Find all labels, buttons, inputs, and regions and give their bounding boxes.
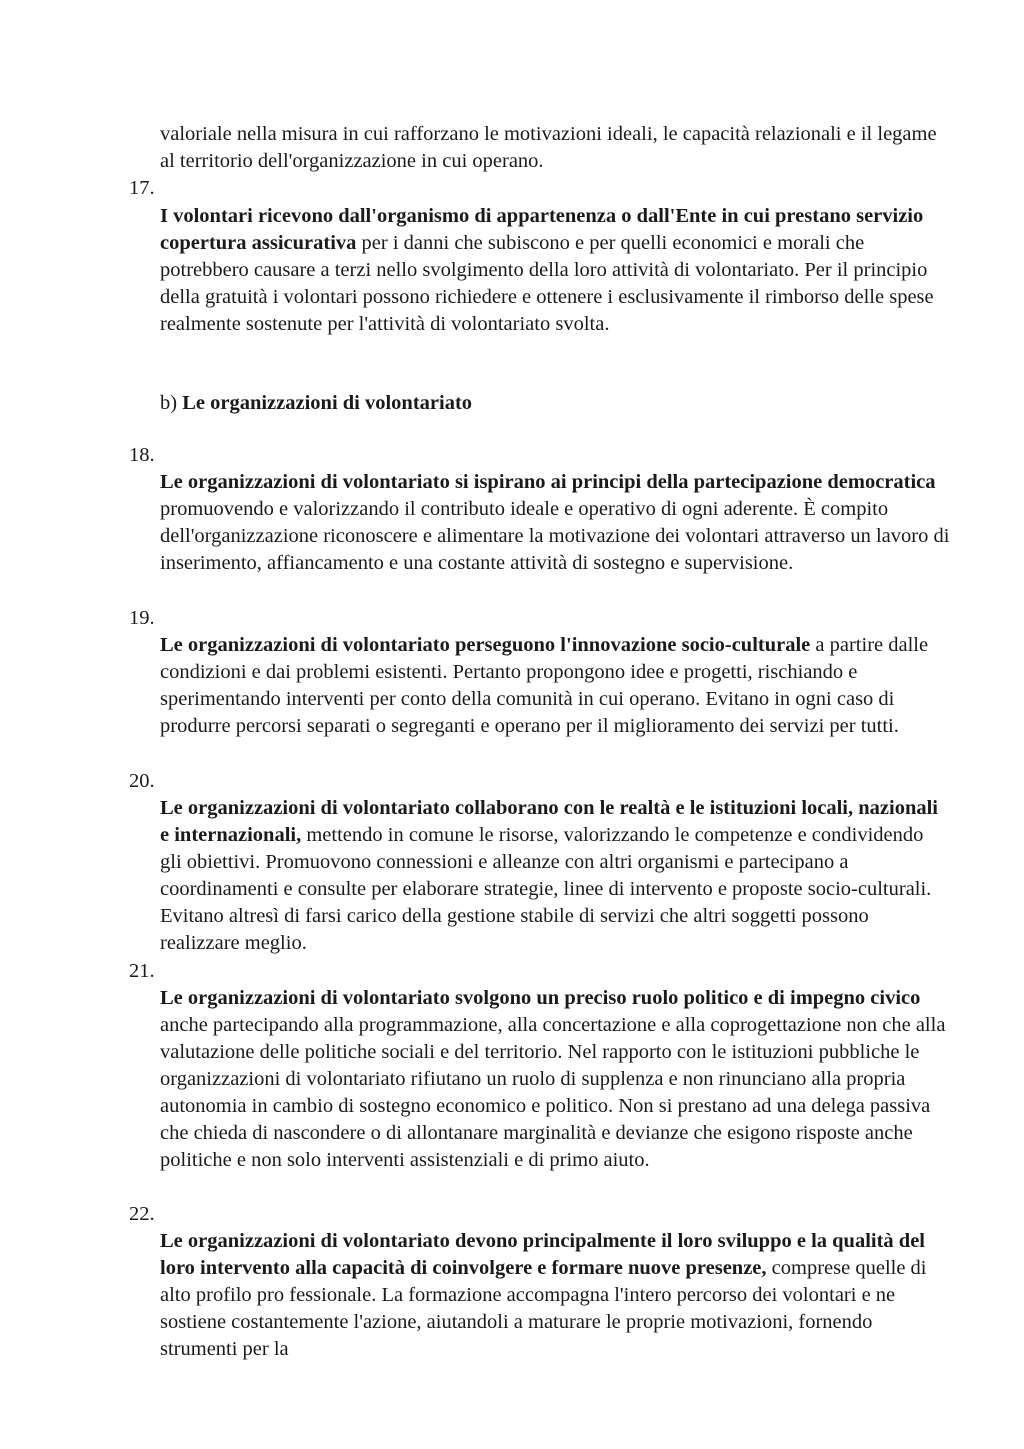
item-text-18: promuovendo e valorizzando il contributo ideale e operativo di ogni aderente. È compito dell'organizzazione riconoscere e alimentare la motivazione dei volontari attraverso un lavoro di inserimento, affiancamento e una costante attività di sostegno e supervisione. [160, 498, 950, 574]
item-number-21: 21. [129, 960, 155, 982]
item-number-19: 19. [129, 607, 155, 629]
item-paragraph-22 [160, 1228, 950, 1363]
item-text-21: anche partecipando alla programmazione, alla concertazione e alla coprogettazione non che alla valutazione delle politiche sociali e del territorio. Nel rapporto con le istituzioni pubbliche le organizzazioni di volontariato rifiutano un ruolo di supplenza e non rinunciano alla propria autonomia in cambio di sostegno economico e politico. Non si prestano ad una delega passiva che chieda di nascondere o di allontanare marginalità e devianze che esigono risposte anche politiche e non solo interventi assistenziali e di primo aiuto. [160, 1014, 946, 1171]
item-number-18: 18. [129, 444, 155, 466]
item-number-17: 17. [129, 177, 155, 199]
item-paragraph-18 [160, 469, 950, 577]
item-bold-19: Le organizzazioni di volontariato perseguono l'innovazione socio-culturale [160, 634, 811, 656]
item-bold-21: Le organizzazioni di volontariato svolgono un preciso ruolo politico e di impegno civico [160, 987, 921, 1009]
item-paragraph-17 [160, 203, 950, 338]
item-text-17: per i danni che subiscono e per quelli economici e morali che potrebbero causare a terzi nello svolgimento della loro attività di volontariato. Per il principio della gratuità i volontari possono richiedere e ottenere i esclusivamente il rimborso delle spese realmente sostenute per l'attività di volontariato svolta. [160, 232, 934, 335]
item-number-22: 22. [129, 1203, 155, 1225]
item-paragraph-20 [160, 795, 950, 957]
section-letter: b) [160, 392, 178, 414]
item-paragraph-19 [160, 632, 950, 740]
item-text-19: a partire dalle condizioni e dai problemi esistenti. Pertanto propongono idee e progetti, rischiando e sperimentando interventi per conto della comunità in cui operano. Evitano in ogni caso di produrre percorsi separati o segreganti e operano per il miglioramento dei servizi per tutti. [160, 634, 929, 737]
item-text-20: mettendo in comune le risorse, valorizzando le competenze e condividendo gli obiettivi. Promuovono connessioni e alleanze con altri organismi e partecipano a coordinamenti e consulte per elaborare strategie, linee di intervento e proposte socio-culturali. Evitano altresì di farsi carico della gestione stabile di servizi che altri soggetti possono realizzare meglio. [160, 824, 932, 954]
item-paragraph-21 [160, 985, 950, 1174]
item-bold-18: Le organizzazioni di volontariato si ispirano ai principi della partecipazione democratica [160, 471, 936, 493]
item-bold-22: Le organizzazioni di volontariato devono principalmente il loro sviluppo e la qualità del loro intervento alla capacità di coinvolgere e formare nuove presenze, [160, 1230, 925, 1279]
section-heading [160, 390, 950, 417]
item-bold-20: Le organizzazioni di volontariato collaborano con le realtà e le istituzioni locali, nazionali e internazionali, [160, 797, 938, 846]
item-bold-17: I volontari ricevono dall'organismo di appartenenza o dall'Ente in cui prestano servizio copertura assicurativa [160, 205, 924, 254]
item-number-20: 20. [129, 770, 155, 792]
section-title: Le organizzazioni di volontariato [182, 392, 473, 414]
item-text-22: comprese quelle di alto profilo pro fessionale. La formazione accompagna l'intero percorso dei volontari e ne sostiene costantemente l'azione, aiutandoli a maturare le proprie motivazioni, fornendo strumenti per la [160, 1257, 927, 1360]
intro-paragraph: valoriale nella misura in cui rafforzano le motivazioni ideali, le capacità relazionali e il legame al territorio dell'organizzazione in cui operano. [160, 123, 937, 172]
